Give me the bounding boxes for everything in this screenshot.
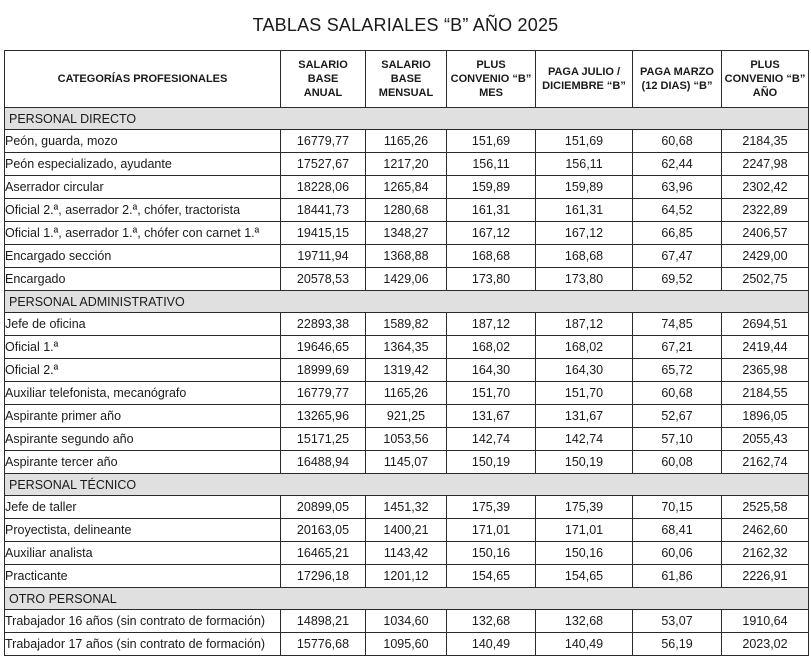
section-title: OTRO PERSONAL	[5, 588, 809, 610]
value-cell: 63,96	[633, 176, 722, 199]
value-cell: 132,68	[536, 610, 633, 633]
category-cell: Peón especializado, ayudante	[5, 153, 281, 176]
value-cell: 1429,06	[366, 268, 447, 291]
value-cell: 67,21	[633, 336, 722, 359]
category-cell: Aspirante tercer año	[5, 451, 281, 474]
value-cell: 1095,60	[366, 633, 447, 656]
value-cell: 156,11	[536, 153, 633, 176]
section-row	[5, 291, 809, 313]
table-row	[5, 313, 809, 336]
value-cell: 68,41	[633, 519, 722, 542]
value-cell: 19646,65	[281, 336, 366, 359]
table-row	[5, 199, 809, 222]
value-cell: 53,07	[633, 610, 722, 633]
value-cell: 19711,94	[281, 245, 366, 268]
category-cell: Oficial 1.ª	[5, 336, 281, 359]
header-salario-base-anual: SALARIO BASE ANUAL	[281, 51, 366, 108]
value-cell: 1348,27	[366, 222, 447, 245]
value-cell: 132,68	[447, 610, 536, 633]
value-cell: 1589,82	[366, 313, 447, 336]
value-cell: 1034,60	[366, 610, 447, 633]
value-cell: 64,52	[633, 199, 722, 222]
value-cell: 150,19	[447, 451, 536, 474]
category-cell: Practicante	[5, 565, 281, 588]
value-cell: 151,69	[447, 130, 536, 153]
category-cell: Jefe de oficina	[5, 313, 281, 336]
value-cell: 19415,15	[281, 222, 366, 245]
value-cell: 187,12	[536, 313, 633, 336]
table-header	[5, 51, 809, 108]
value-cell: 2162,32	[722, 542, 809, 565]
table-row	[5, 496, 809, 519]
value-cell: 168,02	[536, 336, 633, 359]
section-row	[5, 474, 809, 496]
table-row	[5, 359, 809, 382]
header-category: CATEGORÍAS PROFESIONALES	[5, 51, 281, 108]
value-cell: 161,31	[447, 199, 536, 222]
value-cell: 20163,05	[281, 519, 366, 542]
value-cell: 140,49	[536, 633, 633, 656]
value-cell: 61,86	[633, 565, 722, 588]
value-cell: 164,30	[447, 359, 536, 382]
value-cell: 167,12	[536, 222, 633, 245]
value-cell: 159,89	[536, 176, 633, 199]
value-cell: 18441,73	[281, 199, 366, 222]
value-cell: 70,15	[633, 496, 722, 519]
value-cell: 175,39	[447, 496, 536, 519]
category-cell: Trabajador 17 años (sin contrato de formación)	[5, 633, 281, 656]
value-cell: 1145,07	[366, 451, 447, 474]
category-cell: Peón, guarda, mozo	[5, 130, 281, 153]
value-cell: 69,52	[633, 268, 722, 291]
value-cell: 150,16	[447, 542, 536, 565]
value-cell: 16465,21	[281, 542, 366, 565]
value-cell: 2365,98	[722, 359, 809, 382]
table-row	[5, 130, 809, 153]
value-cell: 173,80	[536, 268, 633, 291]
value-cell: 66,85	[633, 222, 722, 245]
value-cell: 74,85	[633, 313, 722, 336]
value-cell: 60,68	[633, 130, 722, 153]
value-cell: 1319,42	[366, 359, 447, 382]
value-cell: 2502,75	[722, 268, 809, 291]
value-cell: 168,68	[536, 245, 633, 268]
value-cell: 20578,53	[281, 268, 366, 291]
value-cell: 1165,26	[366, 382, 447, 405]
value-cell: 2694,51	[722, 313, 809, 336]
value-cell: 2226,91	[722, 565, 809, 588]
value-cell: 175,39	[536, 496, 633, 519]
value-cell: 1364,35	[366, 336, 447, 359]
value-cell: 60,06	[633, 542, 722, 565]
value-cell: 171,01	[447, 519, 536, 542]
value-cell: 154,65	[536, 565, 633, 588]
category-cell: Aspirante segundo año	[5, 428, 281, 451]
value-cell: 921,25	[366, 405, 447, 428]
category-cell: Trabajador 16 años (sin contrato de formación)	[5, 610, 281, 633]
category-cell: Oficial 2.ª	[5, 359, 281, 382]
table-row	[5, 176, 809, 199]
value-cell: 2419,44	[722, 336, 809, 359]
value-cell: 1896,05	[722, 405, 809, 428]
category-cell: Encargado	[5, 268, 281, 291]
table-row	[5, 542, 809, 565]
value-cell: 16779,77	[281, 130, 366, 153]
value-cell: 187,12	[447, 313, 536, 336]
value-cell: 1910,64	[722, 610, 809, 633]
category-cell: Aserrador circular	[5, 176, 281, 199]
value-cell: 52,67	[633, 405, 722, 428]
value-cell: 140,49	[447, 633, 536, 656]
value-cell: 171,01	[536, 519, 633, 542]
category-cell: Proyectista, delineante	[5, 519, 281, 542]
value-cell: 1451,32	[366, 496, 447, 519]
section-title: PERSONAL TÉCNICO	[5, 474, 809, 496]
category-cell: Auxiliar analista	[5, 542, 281, 565]
header-paga-marzo: PAGA MARZO (12 DIAS) “B”	[633, 51, 722, 108]
table-body	[5, 108, 809, 656]
value-cell: 1280,68	[366, 199, 447, 222]
category-cell: Encargado sección	[5, 245, 281, 268]
value-cell: 14898,21	[281, 610, 366, 633]
table-row	[5, 153, 809, 176]
value-cell: 154,65	[447, 565, 536, 588]
value-cell: 164,30	[536, 359, 633, 382]
value-cell: 1201,12	[366, 565, 447, 588]
section-row	[5, 588, 809, 610]
value-cell: 2162,74	[722, 451, 809, 474]
value-cell: 16779,77	[281, 382, 366, 405]
category-cell: Aspirante primer año	[5, 405, 281, 428]
value-cell: 18999,69	[281, 359, 366, 382]
value-cell: 159,89	[447, 176, 536, 199]
category-cell: Oficial 2.ª, aserrador 2.ª, chófer, tractorista	[5, 199, 281, 222]
table-row	[5, 428, 809, 451]
category-cell: Oficial 1.ª, aserrador 1.ª, chófer con carnet 1.ª	[5, 222, 281, 245]
value-cell: 60,08	[633, 451, 722, 474]
value-cell: 13265,96	[281, 405, 366, 428]
value-cell: 142,74	[536, 428, 633, 451]
value-cell: 65,72	[633, 359, 722, 382]
value-cell: 2055,43	[722, 428, 809, 451]
table-row	[5, 633, 809, 656]
value-cell: 20899,05	[281, 496, 366, 519]
header-plus-convenio-anio: PLUS CONVENIO “B” AÑO	[722, 51, 809, 108]
value-cell: 2023,02	[722, 633, 809, 656]
value-cell: 2247,98	[722, 153, 809, 176]
value-cell: 151,70	[447, 382, 536, 405]
category-cell: Auxiliar telefonista, mecanógrafo	[5, 382, 281, 405]
value-cell: 156,11	[447, 153, 536, 176]
value-cell: 17296,18	[281, 565, 366, 588]
value-cell: 56,19	[633, 633, 722, 656]
value-cell: 2322,89	[722, 199, 809, 222]
header-salario-base-mensual: SALARIO BASE MENSUAL	[366, 51, 447, 108]
table-row	[5, 405, 809, 428]
value-cell: 60,68	[633, 382, 722, 405]
value-cell: 1143,42	[366, 542, 447, 565]
value-cell: 151,69	[536, 130, 633, 153]
value-cell: 131,67	[447, 405, 536, 428]
value-cell: 161,31	[536, 199, 633, 222]
value-cell: 15776,68	[281, 633, 366, 656]
value-cell: 173,80	[447, 268, 536, 291]
value-cell: 2302,42	[722, 176, 809, 199]
category-cell: Jefe de taller	[5, 496, 281, 519]
value-cell: 57,10	[633, 428, 722, 451]
value-cell: 2406,57	[722, 222, 809, 245]
section-title: PERSONAL DIRECTO	[5, 108, 809, 130]
value-cell: 167,12	[447, 222, 536, 245]
value-cell: 150,16	[536, 542, 633, 565]
header-plus-convenio-mes: PLUS CONVENIO “B” MES	[447, 51, 536, 108]
table-row	[5, 222, 809, 245]
value-cell: 1400,21	[366, 519, 447, 542]
value-cell: 1053,56	[366, 428, 447, 451]
table-row	[5, 519, 809, 542]
value-cell: 151,70	[536, 382, 633, 405]
value-cell: 67,47	[633, 245, 722, 268]
value-cell: 22893,38	[281, 313, 366, 336]
value-cell: 168,02	[447, 336, 536, 359]
table-row	[5, 245, 809, 268]
table-row	[5, 565, 809, 588]
header-paga-julio-diciembre: PAGA JULIO / DICIEMBRE “B”	[536, 51, 633, 108]
table-row	[5, 451, 809, 474]
value-cell: 168,68	[447, 245, 536, 268]
value-cell: 17527,67	[281, 153, 366, 176]
value-cell: 2184,55	[722, 382, 809, 405]
value-cell: 1217,20	[366, 153, 447, 176]
table-row	[5, 336, 809, 359]
value-cell: 2184,35	[722, 130, 809, 153]
value-cell: 150,19	[536, 451, 633, 474]
table-row	[5, 382, 809, 405]
value-cell: 2429,00	[722, 245, 809, 268]
value-cell: 62,44	[633, 153, 722, 176]
value-cell: 1368,88	[366, 245, 447, 268]
page-title: TABLAS SALARIALES “B” AÑO 2025	[252, 15, 559, 35]
section-row	[5, 108, 809, 130]
value-cell: 16488,94	[281, 451, 366, 474]
salary-table	[4, 50, 809, 656]
value-cell: 15171,25	[281, 428, 366, 451]
value-cell: 131,67	[536, 405, 633, 428]
value-cell: 18228,06	[281, 176, 366, 199]
value-cell: 142,74	[447, 428, 536, 451]
value-cell: 1165,26	[366, 130, 447, 153]
value-cell: 1265,84	[366, 176, 447, 199]
section-title: PERSONAL ADMINISTRATIVO	[5, 291, 809, 313]
table-row	[5, 610, 809, 633]
value-cell: 2462,60	[722, 519, 809, 542]
table-row	[5, 268, 809, 291]
value-cell: 2525,58	[722, 496, 809, 519]
